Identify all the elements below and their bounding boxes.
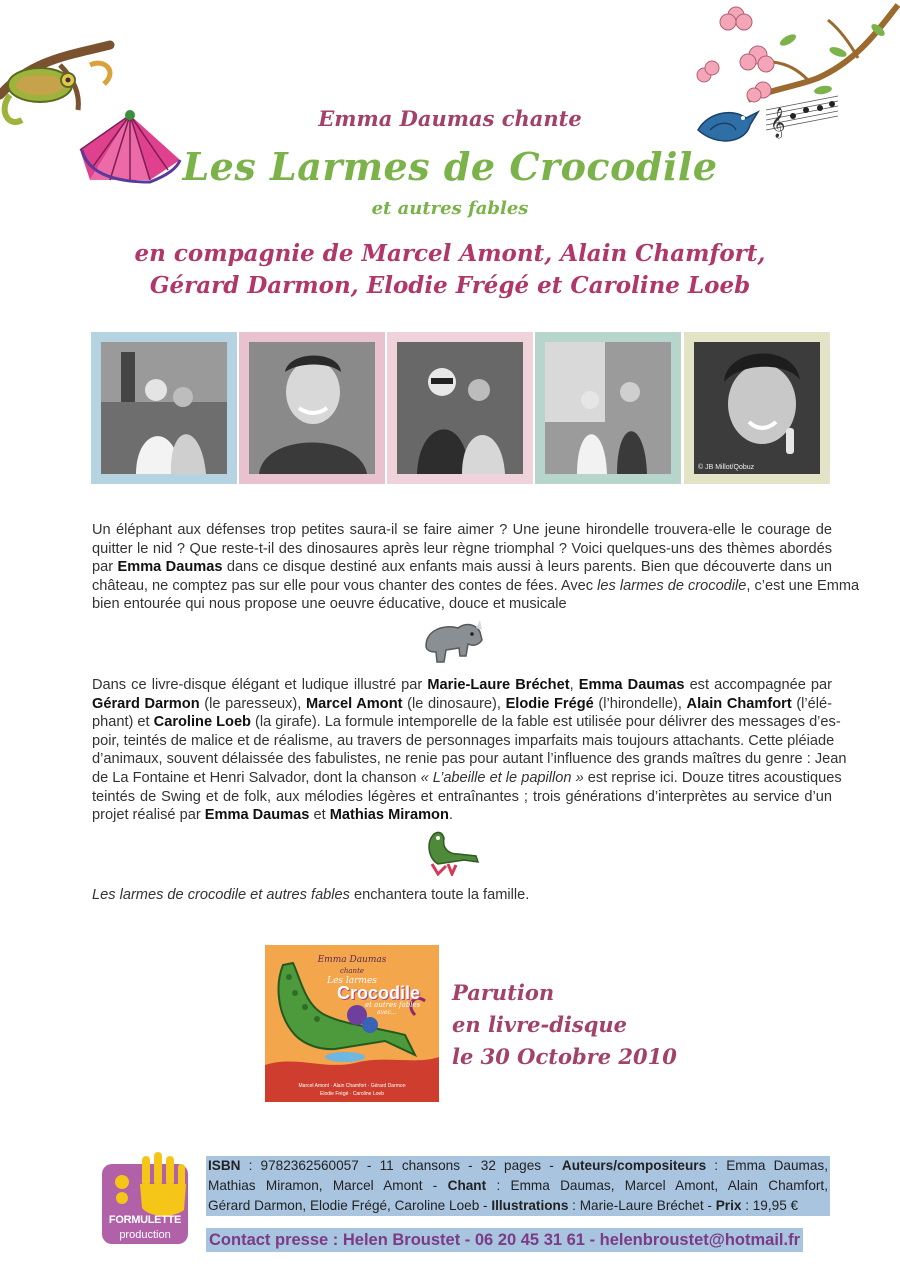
companions-line-2: Gérard Darmon, Elodie Frégé et Caroline Loeb xyxy=(149,272,751,299)
description-paragraph xyxy=(92,676,847,825)
release-line-2: en livre-disque xyxy=(452,1012,628,1037)
cover-title-3: et autres fables xyxy=(365,1001,421,1009)
text-line: Les larmes de crocodile et autres fables enchantera toute la famille. xyxy=(92,887,530,903)
release-line-3: le 30 Octobre 2010 xyxy=(452,1044,677,1069)
info-line: Mathias Miramon, Marcel Amont - Chant : Emma Daumas, Marcel Amont, Alain Chamfort, xyxy=(206,1176,830,1196)
logo-sub: production xyxy=(119,1229,171,1241)
formulette-logo xyxy=(102,1148,190,1246)
text-line: d’animaux, souvent délaissée des fabulistes, ne renie pas pour autant l’influence des grands maîtres du genre : Jean xyxy=(92,751,847,768)
svg-text:𝄞: 𝄞 xyxy=(770,108,786,138)
text-line: quitter le nid ? Que reste-t-il des dinosaures après leur règne triomphal ? Voici quelques-uns des thèmes abordés xyxy=(92,540,832,557)
book-cover xyxy=(265,945,439,1102)
portrait-photo-1 xyxy=(101,342,227,474)
text-line: phant) et Caroline Loeb (la girafe). La formule intemporelle de la fable est utilisée pour délivrer des messages d’es- xyxy=(92,714,841,731)
cover-credits-1: Marcel Amont · Alain Chamfort · Gérard Darmon xyxy=(298,1083,406,1089)
photo-credit: © JB Millot/Qobuz xyxy=(698,464,755,471)
text-line: par Emma Daumas dans ce disque destiné aux enfants mais aussi à leurs parents. Bien que découverte dans un xyxy=(92,559,833,576)
bird-branch-illustration xyxy=(688,0,900,162)
page-title: Les Larmes de Crocodile xyxy=(182,144,718,189)
intro-paragraph xyxy=(92,521,860,614)
photo-frame-5 xyxy=(684,332,830,484)
photo-frame-2 xyxy=(239,332,385,484)
book-info xyxy=(206,1156,830,1216)
text-line: Dans ce livre-disque élégant et ludique illustré par Marie-Laure Bréchet, Emma Daumas est accompagnée par xyxy=(92,677,833,693)
photo-frame-1 xyxy=(91,332,237,484)
header-subtitle-2: et autres fables xyxy=(371,198,529,219)
press-contact: Contact presse : Helen Broustet - 06 20 45 31 61 - helenbroustet@hotmail.fr xyxy=(206,1228,803,1252)
portrait-photo-5 xyxy=(694,342,820,474)
companions-line-1: en compagnie de Marcel Amont, Alain Chamfort, xyxy=(134,240,766,267)
text-line: Gérard Darmon (le paresseux), Marcel Amont (le dinosaure), Elodie Frégé (l’hirondelle), Alain Chamfort (l’élé- xyxy=(92,695,833,712)
portrait-photo-2 xyxy=(249,342,375,474)
cover-title-2: Crocodile xyxy=(337,983,421,1003)
header-subtitle: Emma Daumas chante xyxy=(318,106,582,131)
cover-credits-2: Elodie Frégé · Caroline Loeb xyxy=(320,1091,384,1097)
text-line: Un éléphant aux défenses trop petites saura-il se faire aimer ? Une jeune hirondelle trouvera-elle le courage de xyxy=(92,522,832,538)
release-line-1: Parution xyxy=(452,980,555,1005)
text-line: de La Fontaine et Henri Salvador, dont la chanson « L’abeille et le papillon » est reprise ici. Douze titres acoustiques xyxy=(92,769,842,786)
text-line: poir, teintés de malice et de réalisme, au travers de personnages imparfaits mais toujours attachants. Cette pléiade xyxy=(92,732,835,749)
photo-frame-4 xyxy=(535,332,681,484)
text-line: château, ne comptez pas sur elle pour vous chanter des contes de fées. Avec les larmes de crocodile, c’est une Emma xyxy=(92,577,860,594)
text-line: teintés de Swing et de folk, aux mélodies légères et entraînantes ; trois générations d’interprètes au service d’un xyxy=(92,788,832,805)
cover-avec: avec... xyxy=(377,1009,397,1016)
closing-sentence xyxy=(92,886,832,905)
text-line: bien entourée qui nous propose une oeuvre éducative, douce et musicale xyxy=(92,596,567,613)
crocodile-icon xyxy=(424,828,480,876)
rhino-icon xyxy=(422,616,484,670)
logo-name: FORMULETTE xyxy=(108,1214,182,1226)
info-line: ISBN : 9782362560057 - 11 chansons - 32 pages - Auteurs/compositeurs : Emma Daumas, xyxy=(206,1156,830,1176)
portrait-photo-3 xyxy=(397,342,523,474)
cover-chante: chante xyxy=(339,967,365,975)
text-line: projet réalisé par Emma Daumas et Mathias Miramon. xyxy=(92,807,453,824)
cover-title-1: Les larmes xyxy=(327,976,377,986)
portrait-photo-4 xyxy=(545,342,671,474)
photo-frame-3 xyxy=(387,332,533,484)
info-line: Gérard Darmon, Elodie Frégé, Caroline Loeb - Illustrations : Marie-Laure Bréchet - Prix : 19,95 € xyxy=(206,1196,830,1216)
cover-artist: Emma Daumas xyxy=(317,955,387,965)
